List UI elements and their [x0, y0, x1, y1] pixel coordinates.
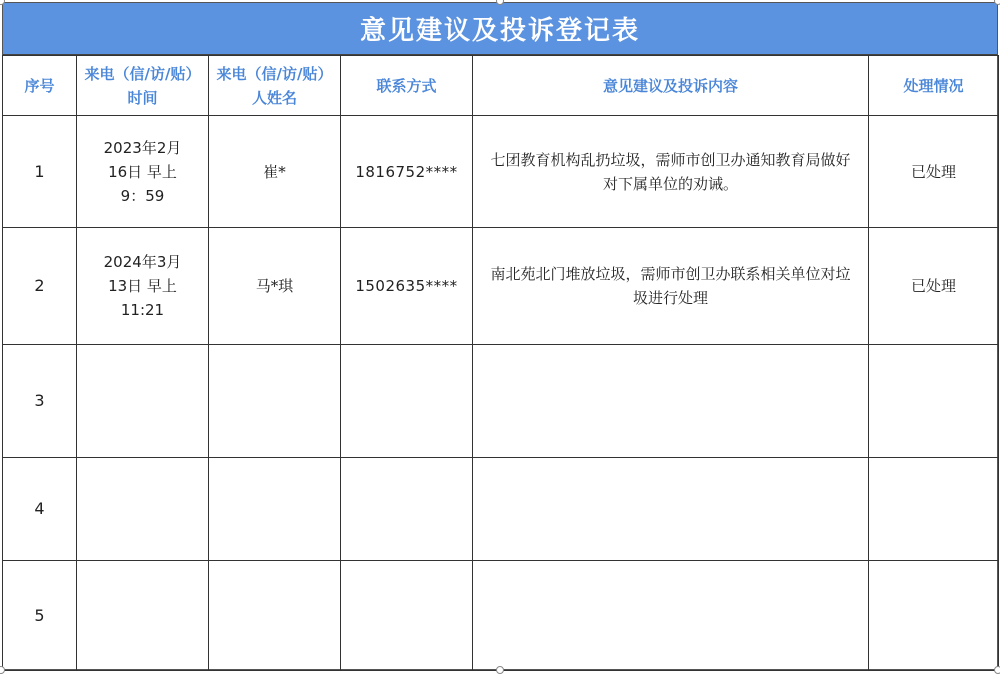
- selection-handle[interactable]: [0, 666, 5, 674]
- cell-index[interactable]: 3: [3, 345, 77, 458]
- cell-content[interactable]: [473, 458, 869, 561]
- table-row: [3, 228, 999, 345]
- sheet-title: 意见建议及投诉登记表: [3, 3, 997, 55]
- selection-handle[interactable]: [496, 666, 504, 674]
- cell-status[interactable]: [869, 458, 999, 561]
- table-row: [3, 345, 999, 458]
- cell-name[interactable]: 崔*: [209, 116, 341, 228]
- col-header-content[interactable]: 意见建议及投诉内容: [473, 56, 869, 116]
- cell-time[interactable]: [77, 458, 209, 561]
- cell-contact[interactable]: [341, 345, 473, 458]
- cell-status[interactable]: [869, 345, 999, 458]
- cell-index[interactable]: 5: [3, 561, 77, 671]
- cell-content[interactable]: 七团教育机构乱扔垃圾，需师市创卫办通知教育局做好对下属单位的劝诫。: [473, 116, 869, 228]
- cell-name[interactable]: [209, 561, 341, 671]
- col-header-time[interactable]: 来电（信/访/贴）时间: [77, 56, 209, 116]
- table-row: [3, 458, 999, 561]
- cell-index[interactable]: 4: [3, 458, 77, 561]
- cell-name[interactable]: 马*琪: [209, 228, 341, 345]
- cell-content[interactable]: [473, 345, 869, 458]
- cell-time[interactable]: [77, 561, 209, 671]
- cell-name[interactable]: [209, 458, 341, 561]
- selection-handle[interactable]: [994, 0, 1000, 5]
- cell-status[interactable]: 已处理: [869, 116, 999, 228]
- cell-status[interactable]: 已处理: [869, 228, 999, 345]
- cell-time[interactable]: 2024年3月13日 早上11:21: [77, 228, 209, 345]
- cell-index[interactable]: 1: [3, 116, 77, 228]
- col-header-name[interactable]: 来电（信/访/贴）人姓名: [209, 56, 341, 116]
- complaint-register-sheet: [2, 2, 998, 670]
- table-row: [3, 116, 999, 228]
- header-row: [3, 56, 999, 116]
- register-table: [2, 55, 999, 671]
- cell-index[interactable]: 2: [3, 228, 77, 345]
- col-header-index[interactable]: 序号: [3, 56, 77, 116]
- cell-contact[interactable]: 1816752****: [341, 116, 473, 228]
- cell-contact[interactable]: [341, 458, 473, 561]
- cell-content[interactable]: [473, 561, 869, 671]
- table-row: [3, 561, 999, 671]
- cell-content[interactable]: 南北苑北门堆放垃圾，需师市创卫办联系相关单位对垃圾进行处理: [473, 228, 869, 345]
- cell-time[interactable]: [77, 345, 209, 458]
- cell-status[interactable]: [869, 561, 999, 671]
- cell-name[interactable]: [209, 345, 341, 458]
- cell-contact[interactable]: 1502635****: [341, 228, 473, 345]
- selection-handle[interactable]: [994, 666, 1000, 674]
- col-header-status[interactable]: 处理情况: [869, 56, 999, 116]
- col-header-contact[interactable]: 联系方式: [341, 56, 473, 116]
- cell-contact[interactable]: [341, 561, 473, 671]
- cell-time[interactable]: 2023年2月16日 早上9：59: [77, 116, 209, 228]
